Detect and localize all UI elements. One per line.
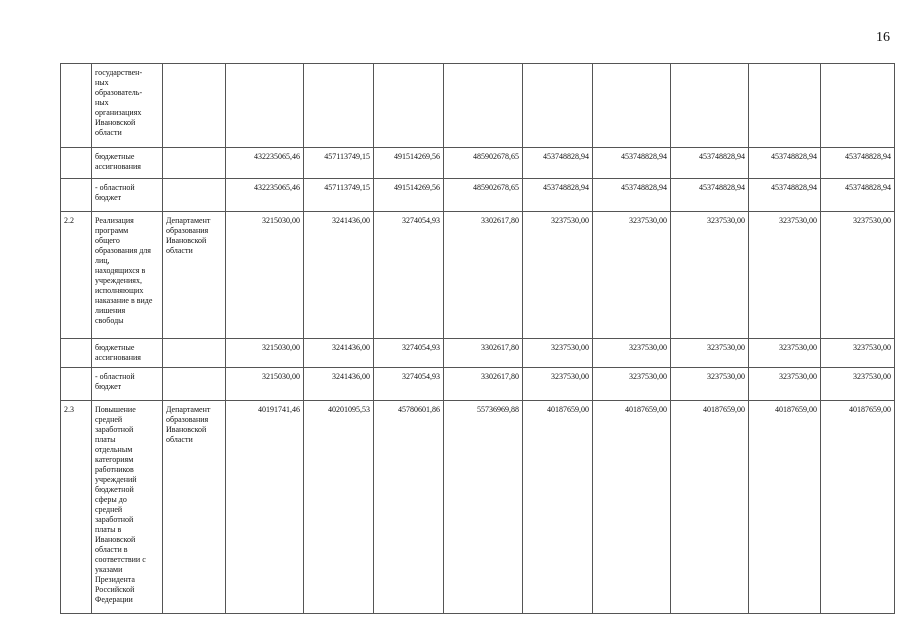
row-code-cell	[61, 64, 92, 148]
amount-cell	[749, 64, 821, 148]
amount-cell: 432235065,46	[226, 148, 304, 179]
amount-cell: 3274054,93	[374, 368, 444, 401]
row-name-cell	[92, 401, 163, 614]
amount-cell: 3237530,00	[821, 212, 895, 339]
row-name-text: - областной бюджет	[95, 183, 135, 202]
amount-cell: 3237530,00	[749, 212, 821, 339]
amount-cell	[444, 64, 523, 148]
amount-cell: 453748828,94	[749, 179, 821, 212]
amount-cell: 40187659,00	[523, 401, 593, 614]
amount-cell: 3215030,00	[226, 212, 304, 339]
amount-cell: 3215030,00	[226, 339, 304, 368]
row-name-text: государствен- ных образователь- ных организациях Ивановской области	[95, 68, 143, 137]
amount-cell: 3241436,00	[304, 212, 374, 339]
amount-cell: 3237530,00	[749, 368, 821, 401]
amount-cell	[821, 64, 895, 148]
amount-cell: 3237530,00	[671, 212, 749, 339]
amount-cell: 3237530,00	[523, 212, 593, 339]
amount-cell: 3274054,93	[374, 212, 444, 339]
table-row	[61, 212, 895, 339]
row-department-cell	[163, 148, 226, 179]
row-name-cell	[92, 368, 163, 401]
row-department-text: Департамент образования Ивановской области	[166, 216, 211, 255]
row-code-cell	[61, 148, 92, 179]
amount-cell: 485902678,65	[444, 148, 523, 179]
row-department-cell	[163, 368, 226, 401]
amount-cell: 55736969,88	[444, 401, 523, 614]
amount-cell: 453748828,94	[671, 179, 749, 212]
row-code-cell: 2.3	[61, 401, 92, 614]
row-code-cell	[61, 179, 92, 212]
table-row	[61, 339, 895, 368]
amount-cell	[593, 64, 671, 148]
row-name-cell	[92, 148, 163, 179]
amount-cell: 3237530,00	[821, 339, 895, 368]
amount-cell: 40201095,53	[304, 401, 374, 614]
amount-cell: 457113749,15	[304, 179, 374, 212]
amount-cell: 453748828,94	[593, 179, 671, 212]
amount-cell: 40187659,00	[821, 401, 895, 614]
row-name-text: - областной бюджет	[95, 372, 135, 391]
amount-cell: 3241436,00	[304, 339, 374, 368]
table-row	[61, 179, 895, 212]
amount-cell: 453748828,94	[671, 148, 749, 179]
table-row	[61, 368, 895, 401]
amount-cell	[226, 64, 304, 148]
row-department-cell	[163, 212, 226, 339]
amount-cell: 3302617,80	[444, 368, 523, 401]
amount-cell: 3237530,00	[523, 339, 593, 368]
amount-cell: 3237530,00	[593, 212, 671, 339]
row-name-text: Реализация программ общего образования для лиц, находящихся в учреждениях, исполняющих наказание в виде лишения свободы	[95, 216, 153, 325]
amount-cell: 457113749,15	[304, 148, 374, 179]
amount-cell: 3237530,00	[671, 368, 749, 401]
page-number: 16	[876, 30, 890, 45]
amount-cell: 3302617,80	[444, 339, 523, 368]
table-row	[61, 401, 895, 614]
amount-cell: 453748828,94	[821, 179, 895, 212]
amount-cell: 491514269,56	[374, 148, 444, 179]
row-department-cell	[163, 339, 226, 368]
row-code-cell: 2.2	[61, 212, 92, 339]
amount-cell	[671, 64, 749, 148]
table-row	[61, 148, 895, 179]
row-name-cell	[92, 179, 163, 212]
amount-cell: 453748828,94	[593, 148, 671, 179]
amount-cell: 45780601,86	[374, 401, 444, 614]
amount-cell: 3237530,00	[671, 339, 749, 368]
budget-table	[60, 63, 895, 614]
amount-cell: 453748828,94	[523, 179, 593, 212]
amount-cell: 453748828,94	[749, 148, 821, 179]
amount-cell	[523, 64, 593, 148]
amount-cell: 432235065,46	[226, 179, 304, 212]
amount-cell: 453748828,94	[523, 148, 593, 179]
amount-cell	[304, 64, 374, 148]
amount-cell: 3237530,00	[523, 368, 593, 401]
amount-cell: 40187659,00	[671, 401, 749, 614]
amount-cell	[374, 64, 444, 148]
amount-cell: 3215030,00	[226, 368, 304, 401]
table-row	[61, 64, 895, 148]
row-department-cell	[163, 401, 226, 614]
row-department-cell	[163, 64, 226, 148]
row-department-cell	[163, 179, 226, 212]
amount-cell: 3237530,00	[593, 339, 671, 368]
row-code-cell	[61, 368, 92, 401]
amount-cell: 3302617,80	[444, 212, 523, 339]
amount-cell: 40187659,00	[593, 401, 671, 614]
row-name-text: бюджетные ассигнования	[95, 152, 141, 171]
row-name-text: Повышение средней заработной платы отдельным категориям работников учреждений бюджетной сферы до средней заработной платы в Ивановской области в соответствии с указами Президента Российской Федерации	[95, 405, 146, 604]
amount-cell: 491514269,56	[374, 179, 444, 212]
row-name-cell	[92, 339, 163, 368]
amount-cell: 3237530,00	[749, 339, 821, 368]
amount-cell: 3274054,93	[374, 339, 444, 368]
row-name-text: бюджетные ассигнования	[95, 343, 141, 362]
amount-cell: 3237530,00	[593, 368, 671, 401]
amount-cell: 3237530,00	[821, 368, 895, 401]
row-name-cell	[92, 212, 163, 339]
amount-cell: 453748828,94	[821, 148, 895, 179]
row-name-cell	[92, 64, 163, 148]
amount-cell: 40187659,00	[749, 401, 821, 614]
row-code-cell	[61, 339, 92, 368]
amount-cell: 40191741,46	[226, 401, 304, 614]
amount-cell: 3241436,00	[304, 368, 374, 401]
row-department-text: Департамент образования Ивановской области	[166, 405, 211, 444]
amount-cell: 485902678,65	[444, 179, 523, 212]
